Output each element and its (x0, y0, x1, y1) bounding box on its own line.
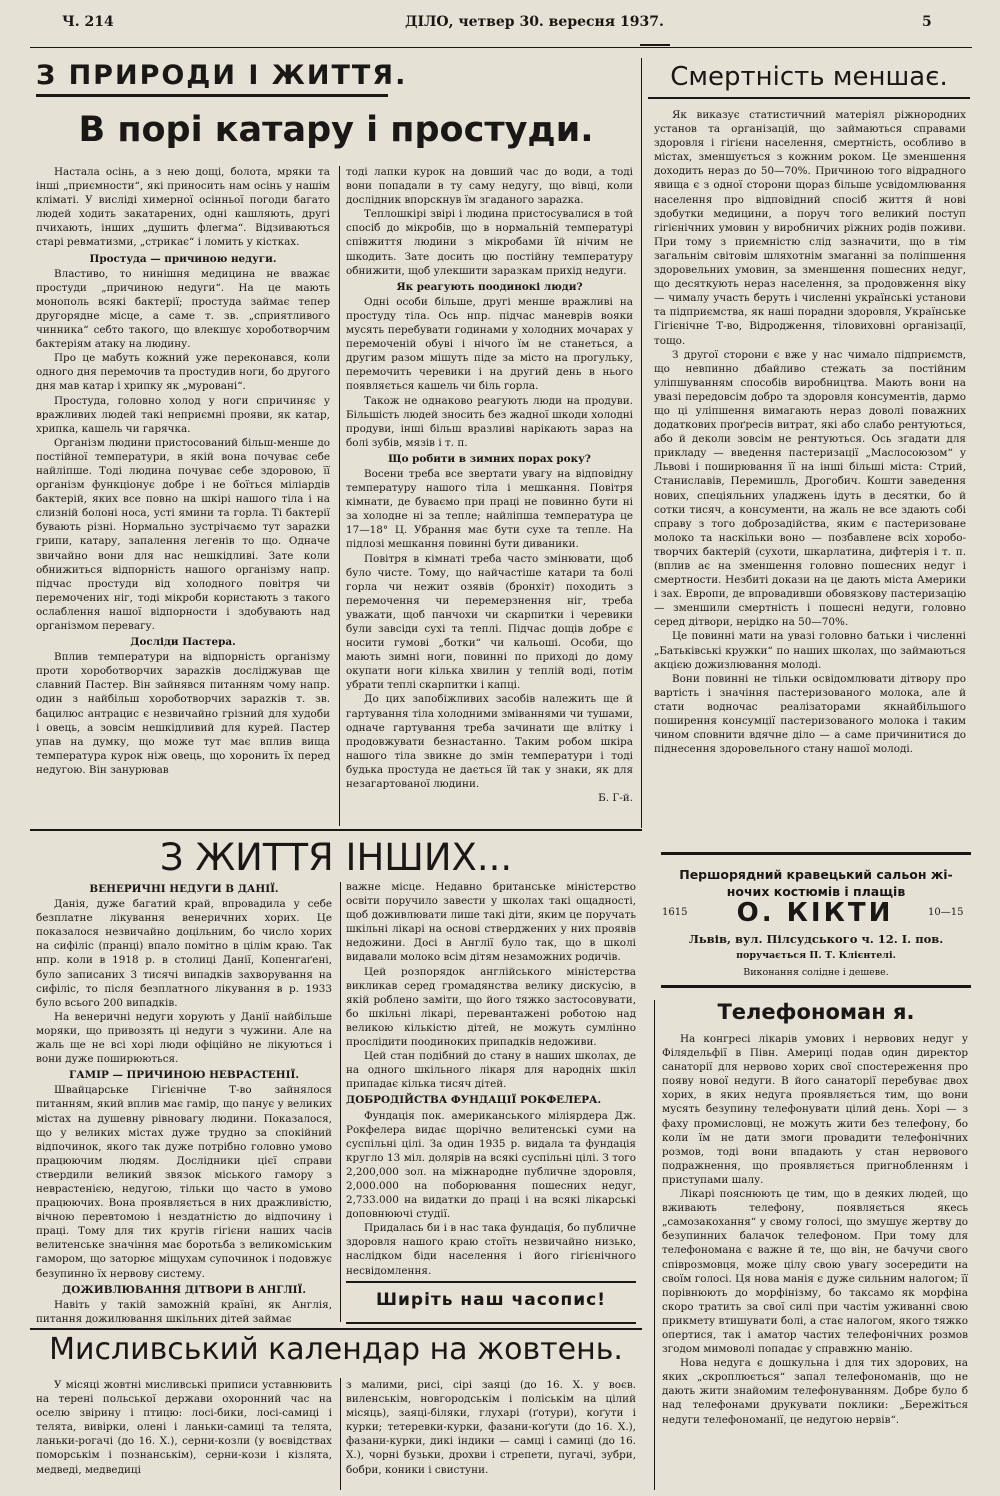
subheading: Як реагують поодинокі люди? (396, 280, 583, 293)
article-catarrh-col2 (346, 165, 633, 825)
subheading: Простуда — причиною недуги. (89, 252, 277, 265)
paragraph: На венеричні недуги хорують у Данії найбільше моряки, що привозять ці недуги з чужини. Але на жаль ще не всі хорі люди офіційно не лікуються і вони дуже поширюються. (36, 1010, 332, 1066)
issue-number: Ч. 214 (62, 14, 114, 30)
subheading: ВЕНЕРИЧНІ НЕДУГИ В ДАНІЇ. (89, 883, 279, 895)
column-divider (339, 166, 340, 826)
paragraph: тоді лапки курок на довший час до води, а тоді вони попадали в ту саму недугу, що вівці, коли дослідник впорскнув їм згаданого зарazка. (346, 166, 633, 207)
paragraph: Данія, дуже багатий край, впровадила у себе безплатне лікування венеричних хорих. Це показалося незвичайно доцільним, бо число хорих на сифіліс (пранці) впало помітно в цілім краю. Так нпр. коли в 1918 р. в столиці Данії, Копенгаґені, було записаних 3 тисячі випадків захворування на сифіліс, то після безплатного лікування в р. 1933 було всього 200 випадків. (36, 898, 332, 1009)
paragraph: Придалась би і в нас така фундація, бо публичне здоровля нашого краю стоїть незвичайно низько, наслідком біди населення і його гігієнічного несвідомлення. (346, 1222, 636, 1277)
section-title-underline (36, 94, 388, 97)
paragraph: До цих запобіжливих засобів належить ще й гартування тіла холодними зміваннями чи тушами, одначе гартування треба зачинати ще влітку і продовжувати безнастанно. Таким робом шкіра нашого тіла звикне до змін температури і тоді будька простуда не дається їй так у знаки, як для незагартованої людини. (346, 693, 633, 791)
section-separator (30, 829, 642, 831)
banner-bottom-rule (346, 1322, 636, 1324)
subheading: Що робити в зимних порах року? (388, 452, 591, 465)
paragraph: Вони повинні не тільки освідомлювати дітвору про вартість і значіння пастеризованого молока, але й стати водночас реалізаторами якнайбільшого поширення консумції пастеризованого молока і таким чином сповнити вдячне діло — а саме причинитися до піднесення здоровельного стану нашої молоді. (654, 672, 966, 756)
paragraph: Простуда, головно холод у ноги спричиняє у вражливих людей такі неприємні прояви, як катар, хрипка, кашель чи гарячка. (36, 394, 330, 435)
paragraph: Це повинні мати на увазі головно батьки і численні „Батьківські кружки“ по наших школах, що займаються акцією дожизлювання молоді. (654, 630, 966, 671)
others-col1 (36, 880, 332, 1325)
column-divider (641, 58, 642, 828)
article-title-telephonomania: Телефономан я. (717, 1000, 915, 1024)
header-dash (640, 44, 670, 46)
banner-top-rule (346, 1281, 636, 1283)
title-underline (648, 97, 970, 99)
ad-bottom-rule (661, 985, 971, 988)
article-title-catarrh: В порі катару і простуди. (78, 110, 594, 150)
signature: Б. Г-й. (598, 792, 633, 805)
article-mortality (654, 108, 966, 834)
ad-code-left: 1615 (662, 907, 688, 918)
subheading: ДОЖИВЛЮВАННЯ ДІТВОРИ В АНГЛІЇ. (61, 1283, 307, 1296)
paragraph: Цей розпорядок англійського міністерства викликав серед громадянства велику дискусію, в якій роблено заміти, що його тяжко застосовувати, бо шкільні лікарі, перевантажені роботою над великою кількістю дітей, не можуть сумлінно прослідити поодиноких припадків недоживи. (346, 965, 636, 1049)
paragraph: Одні особи більше, другі менше вражливі на простуду тіла. Ось нпр. підчас маневрів вояки мусять перебувати годинами у холодних мочарах у перемоченій обуві і нічого їм не станеться, а другим разом мішуть піде за місто на прогульку, перемочить черевики і на другий день в нього появляється кашель чи біль горла. (346, 295, 633, 393)
hunting-col2 (346, 1378, 636, 1490)
subscription-banner: Ширіть наш часопис! (375, 1290, 606, 1310)
masthead-date: ДІЛО, четвер 30. вересня 1937. (405, 14, 664, 30)
paragraph: Також не однаково реагують люди на продуви. Більшість людей зносить без жадної шкоди холодні продуви, інші більш вразливі нарікають зараз на болі зубів, мязів і т. п. (346, 394, 633, 449)
hunting-col1 (36, 1378, 332, 1490)
subheading: Досліди Пастера. (130, 636, 236, 649)
ad-address: Львів, вул. Пілсудського ч. 12. І. пов. (688, 932, 944, 946)
paragraph: Швайцарське Гігієнічне Т-во зайнялося питанням, який вплив має гамір, що панує у великих містах на душевну рівновагу людини. Показалося, що у великих містах дуже трудно за спокійний відпочинок, якого так дуже потрібно головно умово працюючим людям. Дослідники цієї справи ствердили великий звязок міського гамору з неврастенією, недугою, тільки що часто в умово працюючих. Вона проявляється в них дражливістю, вічною перевтомою і нездатністю до відпочину і праці. Тому для тих кругів гігієни наших часів велитенське значіння має боротьба з великоміським гамором, що заторює міщухам супочинок і подовжує безупинно їх нервову систему. (36, 1084, 332, 1280)
paragraph: У місяці жовтні мисливські приписи уставнювить на терені польської держави охоронний час на оселю звірину і птицю: лосі-бики, лосі-самиці і телята, вивірки, олені і ланьки-самиці та телята, ланьки-рогачі (до 16. X.), серни-козли (у воєвідствах поморськім і познанськім), серни-кози і кізлята, медведі, медведиці (36, 1379, 332, 1476)
article-title-hunting-calendar: Мисливський календар на жовтень. (49, 1332, 623, 1367)
paragraph: Настала осінь, а з нею дощі, болота, мряки та інші „приємности“, які приносить нам осінь у нашім кліматі. У висліді химерної осінньої погоди багато людей ходить закатарених, одні кашляють, другі пчихають, інших „душить флегма“. Відзиваються старі ревматизми, „стрикає“ і ломить у кістках. (36, 166, 330, 249)
section-separator (30, 1328, 642, 1330)
paragraph: Цей стан подібний до стану в наших школах, де на одного шкільного лікаря для народніх шкіл припадає кілька тисяч дітей. (346, 1050, 636, 1091)
paragraph: Фундація пок. американського міліярдера Дж. Рокфелера видає щорічно велитенські суми на суспільні цілі. За один 1935 р. видала та фундація кругло 13 міл. долярів на всякі суспільні цілі. З того 2,200,000 зол. на міжнародне публичне здоровля, 2,000.000 на поборювання пошесних недуг, 2,733.000 на видатки до праці і на всякі лікарські доповнюючі студії. (346, 1109, 636, 1221)
paragraph: Теплошкірі звірі і людина пристосувалися в той спосіб до мікробів, що в нормальній температурі співжиття людини з мікробами їй нічим не шкодить. Зате досить цю постійну температуру обнижити, щоб улекшити заразкам прихід недуги. (346, 208, 633, 277)
paragraph: важне місце. Недавно британське міністерство освіти поручило завести у школах такі ощадності, щоб доживлювати лише такі діти, яким це поручать шкільні лікарі на основі стверджених у них проявів недожини. Досі в Англії було так, що в школі видавали молоко всім дітям незаможних родичів. (346, 881, 636, 964)
ad-code-right: 10—15 (928, 907, 964, 918)
paragraph: Повітря в кімнаті треба часто змінювати, щоб було чисте. Тому, що найчастіше катари та болі горла чи нежит озявів (бронхіт) походить з перемочення чи перемерзнення ніг, треба уважати, щоб панчохи чи скарпитки і черевики були завсіди сухі та теплі. Підчас дощів добре є носити гумові „ботки“ чи кальоші. Особи, що мають зимні ноги, повинні по приході до дому окупати ноги кілька хвилин у теплій воді, потім убрати теплі скарпитки і капці. (346, 552, 633, 692)
section-title-nature: З ПРИРОДИ І ЖИТТЯ. (36, 60, 408, 91)
section-title-others: З ЖИТТЯ ІНШИХ... (159, 836, 513, 879)
column-divider (340, 1378, 341, 1490)
page-number: 5 (922, 14, 932, 30)
paragraph: Навіть у такій заможній країні, як Англія, питання дожилювання шкільних дітей займає (36, 1298, 332, 1325)
paragraph: Властиво, то нинішня медицина не вважає простуди „причиною недуги“. На це мають монополь всякі бактерії; простуда займає тепер другорядне місце, а саме т. зв. „сприятливого чинника“ себто такого, що влекшує хороботворчим бактеріям атаку на людину. (36, 267, 330, 351)
paragraph: Як виказує статистичний матеріял ріжнородних установ та організацій, що займаються справами здоровля і гігієни населення, смертність, особливо в містах, зменшується з кожним роком. Це зменшення доходить нераз до 50—70%. Причиною того відрадного явища є з одної сторони щораз більше усвідомлювання населення про відповідний спосіб життя й нові здобутки медицини, а поруч того великий поступ гігієнічних умовин у виробничих ріжних родів поживи. При тому з приємністю слід зазначити, що в тім загальнім світовім шляхотнім змаганні за поліпшення здоровельних умовин, за зменшення пошесних недуг, що десяткують нераз населення, за продовження віку — чималу участь беруть і численні українські установи та підприємства, як наші порадни здоровля, Українське Гігієнічне Т-во, Відродження, тіловиховні організації, тощо. (654, 109, 966, 347)
paragraph: Вплив температури на відпорність організму проти хороботворчих зарazків досліджував ще славний Пастер. Він зайнявся питанням чому напр. один з найбільш хороботворчих зарazків т. зв. бацилюс антрацис є незвичайно грізний для худоби і овець, а зовсім нешкідливий для курей. Пастер упав на думку, що може тут має вплив вища температура курок ніж овець, що хоронить їх перед недугою. Він занурював (36, 651, 330, 776)
paragraph: Восени треба все звертати увагу на відповідну температуру нашого тіла і мешкання. Повітря кімнати, де буваємо при праці не повинно бути ні за холодне ні за тепле; найліпша температура це 17—18° Ц. Убрання має бути сухе та тепле. На підлозі мешкання повинні бути диваники. (346, 467, 633, 551)
ad-recommended: поручається П. Т. Клієнтелі. (736, 950, 896, 961)
paragraph: Організм людини пристосований більш-менше до постійної температури, в якій вона почуває себе найліпше. Тоді людина почуває себе здоровою, її організм функціонує добре і не боїться міліардів бактерій, яких все повно на шкірі нашого тіла і на слизній болоні носа, усті ямини та горла. Ті бактерії бувають різні. Нормально зустрічаємо тут зарazки грипи, катару, запалення легенів то що. Одначе звичайно вони для нас нешкідливі. Зате коли обнижиться відпорність нашого організму напр. підчас простуди від холодного повітря чи перемочених ніг, тоді мікроби користають з такого ослаблення нашої відпорности і здобувають над організмом перевагу. (36, 436, 330, 632)
paragraph: Лікарі пояснюють це тим, що в деяких людей, що вживають телефону, появляється якесь „самозакохання“ у свому голосі, що змушує жертву до безупинних балачок телефоном. При тому для телефономана є важне й те, що він, не бачучи свого співрозмовця, може цілу свою увагу зосередити на своїм голосі. Ця нова манія є дуже сильним налогом; її порівнюють до морфінізму, бо таксамо як морфіна скоро тратить за свої силі при частім уживанні свою прикмету втишувати болі, а стає налогом, якого тяжко опертися, так і аматор частих телефонічних розмов згодом мимоволі попадає у справжню манію. (662, 1188, 968, 1356)
paragraph: Нова недуга є дошкульна і для тих здорових, на яких „скроплюється“ запал телефономанів, що не дають жити знайомим телефонуванням. Добре було б над телефонами друкувати поклики: „Бережіться недуги телефономанії, це недугою нервів“. (662, 1357, 968, 1426)
paragraph: На конгресі лікарів умових і нервових недуг у Філядельфії в Півн. Америці подав один директор санаторії для нервово хорих свої спостереження про появу нової недуги. В його санаторії перебуває двох хорих, в яких недуга проявляється тим, що вони мусять безупину телефонувати цілий день. Хорі — з фаху промисловці, не можуть жити без телефону, бо коли їм не дати змоги провадити телефонічних розмов, тоді вони впадають у стан нервового подражнення, що проявляється пригнобленням і приступами шалу. (662, 1033, 968, 1186)
column-divider (340, 882, 341, 1322)
column-divider (654, 1000, 655, 1490)
ad-quality: Виконання солідне і дешеве. (743, 967, 889, 978)
article-telephonomania (662, 1032, 968, 1490)
paragraph: З другої сторони є вже у нас чимало підприємств, що невпинно дбайливо стежать за постійним уліпшуванням способів виробництва. Мають вони на увазі передовсім добро та здоровля консументів, дармо що ці уліпшення вимагають нераз доволі поважних додаткових проґресів витрат, які або слабо рентуються, або й деколи зовсім не рентуються. Ось згадати для прикладу — введення пастеризації „Маслосоюзом“ у Львові і поширювання її на інші більші міста: Стрий, Станиславів, Перемишль, Дрогобич. Кошти заведення нових, спеціяльних уладжень ідуть в десятки, бо й сотки тисяч, а консументи, на жаль не все здають собі справу з того доброзадійства, яким є пастеризоване молоко та наскільки воно — позбавлене всіх хороботворчих бактерій (сухоти, шкарлатина, дифтерія і т. п. (вплив ає на зменшення головно пошесних недуг і смертности. Незбиті докази на це дають міста Америки і зах. Европи, де впровадивши обовязкову пастеризацію — зменшили смертність і пошесні недуги, головно серед дітвори, нерідко на 50—70%. (654, 348, 966, 629)
header-rule (30, 47, 972, 48)
ad-brand-name: О. КІКТИ (736, 898, 894, 928)
subheading: ГАМІР — ПРИЧИНОЮ НЕВРАСТЕНІЇ. (69, 1069, 299, 1082)
others-col2 (346, 880, 636, 1277)
article-catarrh-col1 (36, 165, 330, 825)
article-title-mortality: Смертність меншає. (670, 62, 948, 92)
subheading: ДОБРОДІЙСТВА ФУНДАЦІЇ РОКФЕЛЕРА. (346, 1094, 602, 1107)
paragraph: Про це мабуть кожний уже переконався, коли одного дня перемочив та простудив ноги, бо другого дня мав катар і хрипку як „муровані“. (36, 352, 330, 393)
ad-tailor-heading: Першорядний кравецький сальон жіночих костюмів і плащів (679, 867, 953, 899)
ad-top-rule (661, 852, 971, 855)
paragraph: з малими, рисі, сірі заяці (до 16. X. у воєв. виленськім, новгородськім і поліськім на цілий місяць), заяці-біляки, глухарі (ґотури), коґути і курки; тетеревки-курки, фазани-коґути (до 16. X.), фазани-курки, дикі індики — самці і самиці (до 16. X.), чорні бузьки, дрохви і стрепети, пугачі, зубри, бобри, коники і свистуни. (346, 1379, 636, 1476)
